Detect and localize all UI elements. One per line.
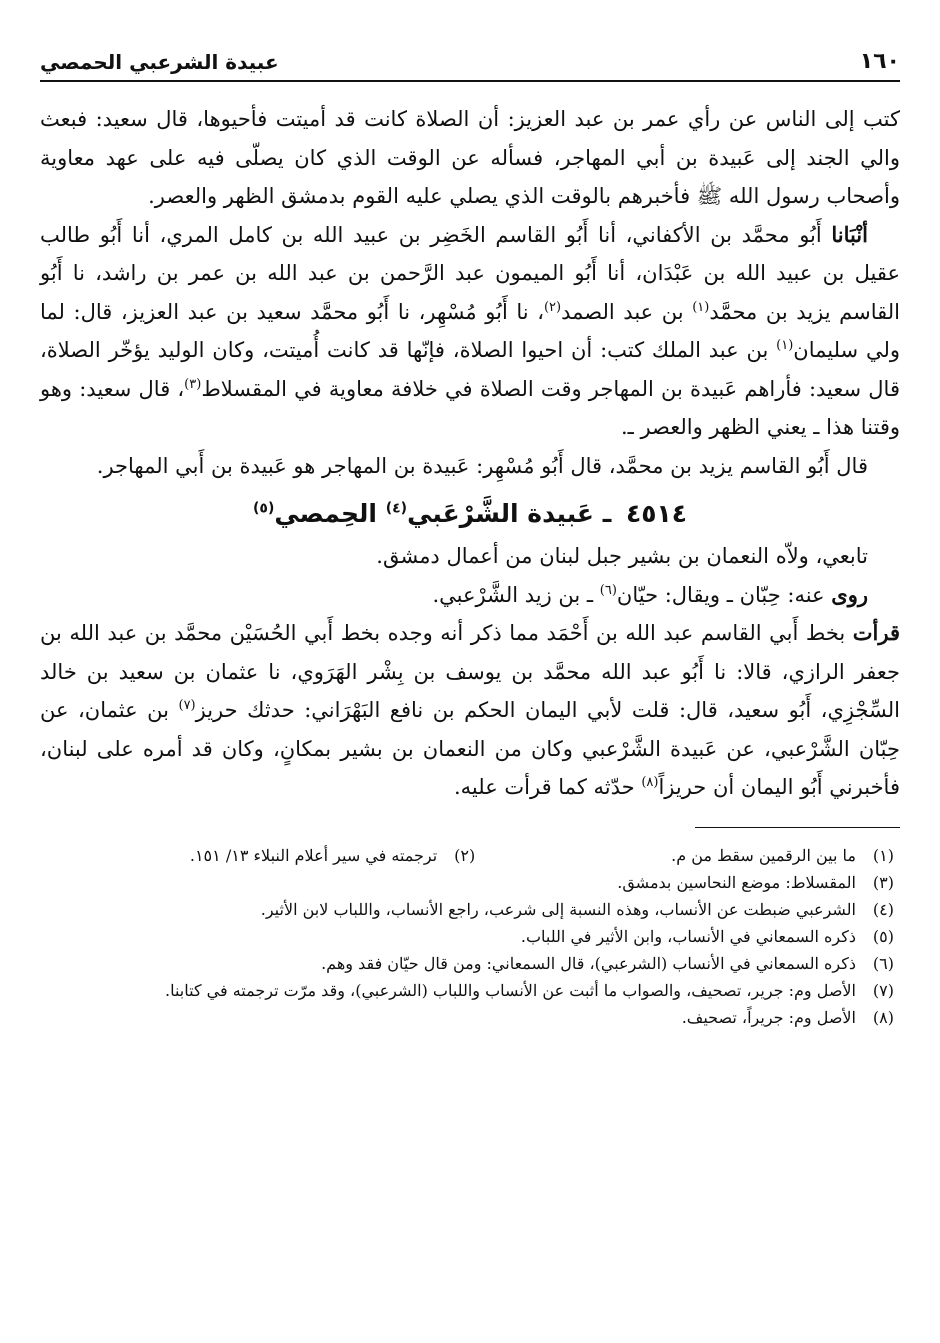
footnote-number: (٨) xyxy=(872,1007,894,1027)
page-number: ١٦٠ xyxy=(859,49,900,74)
footnote-ref-8[interactable]: (٨) xyxy=(641,775,659,790)
footnote-text: الأصل وم: جرير، تصحيف، والصواب ما أثبت عن الأنساب واللباب (الشرعبي)، وقد مرّت ترجمته في كتابنا. xyxy=(165,980,856,1000)
qarat-text-b: بن عثمان، عن حِبّان الشَّرْعبي، عن عَبيدة الشَّرْعبي وكان من النعمان بن بشير بمكانٍ، وكان قد أمره على لبنان، فأخبرني أَبُو اليمان أن حريزاً xyxy=(40,698,900,799)
qarat-text-c: حدّثه كما قرأت عليه. xyxy=(453,775,642,799)
footnote-number: (١) xyxy=(872,845,894,865)
isnad-text-d: بن عبد الملك كتب: أن احيوا الصلاة، فإنّها قد كانت أُميتت، وكان الوليد يؤخّر الصلاة، قال سعيد: فأراهم عَبيدة بن المهاجر وقت الصلاة في خلافة معاوية في المقسلاط xyxy=(40,338,900,401)
footnote-ref-1[interactable]: (١) xyxy=(692,299,710,315)
footnote-text: ترجمته في سير أعلام النبلاء ١٣/ ١٥١. xyxy=(189,845,438,865)
isnad-text-a: أَبُو محمَّد بن الأكفاني، أنا أَبُو القاسم الخَضِر بن عبيد الله بن كامل المري، أنا أَبُو طالب عقيل بن عبيد الله بن عَبْدَان، أنا أَبُو الميمون عبد الرَّحمن بن عبد الله بن عمر بن راشد، نا أَبُو القاسم يزيد بن محمَّد xyxy=(40,222,900,324)
entry-number: ٤٥١٤ xyxy=(625,499,688,528)
footnote-number: (٢) xyxy=(454,845,476,865)
footnote-3 xyxy=(40,869,900,896)
footnote-number: (٣) xyxy=(872,872,894,892)
footnote-text: ذكره السمعاني في الأنساب (الشرعبي)، قال السمعاني: ومن قال حيّان فقد وهم. xyxy=(321,953,856,973)
footnote-ref-5[interactable]: (٥) xyxy=(252,500,275,517)
qarat-paragraph xyxy=(40,614,900,807)
entry-name-a: ـ عَبيدة الشَّرْعَبي xyxy=(407,499,612,528)
footnote-ref-4[interactable]: (٤) xyxy=(385,500,408,517)
entry-heading xyxy=(40,493,900,535)
paragraph-continuation: كتب إلى الناس عن رأي عمر بن عبد العزيز: أن الصلاة كانت قد أميتت فأحيوها، قال سعيد: فبعث والي الجند إلى عَبيدة بن أبي المهاجر، فسأله عن الوقت الذي كان يصلّى فيه على عهد معاوية وأصحاب رسول الله ﷺ فأخبرهم بالوقت الذي يصلي عليه القوم بدمشق الظهر والعصر. xyxy=(40,107,900,208)
footnote-8 xyxy=(40,1004,900,1031)
footnote-text: ما بين الرقمين سقط من م. xyxy=(671,845,856,865)
isnad-text-e: ، قال سعيد: وهو وقتنا هذا ـ يعني الظهر والعصر ـ. xyxy=(40,376,900,439)
isnad-text-c: ، نا أَبُو مُسْهِر، نا أَبُو محمَّد سعيد بن عبد العزيز، قال: لما ولي سليمان xyxy=(40,299,900,362)
footnote-rule xyxy=(695,827,900,828)
page-header xyxy=(40,28,900,80)
footnote-ref-3[interactable]: (٣) xyxy=(184,376,202,392)
footnote-text: المقسلاط: موضع النحاسين بدمشق. xyxy=(617,872,856,892)
isnad-text-b: بن عبد الصمد xyxy=(561,299,693,324)
footnote-text: الأصل وم: جريراً، تصحيف. xyxy=(681,1007,856,1027)
footnote-6 xyxy=(40,950,900,977)
footnotes xyxy=(40,842,900,1031)
entry-intro: تابعي، ولاّه النعمان بن بشير جبل لبنان من أعمال دمشق. xyxy=(376,544,868,568)
isnad-paragraph xyxy=(40,216,900,447)
footnote-ref-7[interactable]: (٧) xyxy=(178,698,196,713)
entry-name-b: الحِمصي xyxy=(274,499,386,528)
book-page xyxy=(40,28,900,1318)
footnote-number: (٧) xyxy=(872,980,894,1000)
running-title: عبيدة الشرعبي الحمصي xyxy=(40,50,279,74)
paragraph-after-isnad: قال أَبُو القاسم يزيد بن محمَّد، قال أَبُو مُسْهِر: عَبيدة بن المهاجر هو عَبيدة بن أَبي المهاجر. xyxy=(96,453,868,478)
anbana-lead: أنْبَانا xyxy=(831,221,868,247)
footnote-text: ذكره السمعاني في الأنساب، وابن الأثير في اللباب. xyxy=(520,926,856,946)
footnote-1 xyxy=(481,842,900,869)
footnote-ref-6[interactable]: (٦) xyxy=(599,582,617,598)
qarat-lead: قرأت xyxy=(852,620,900,645)
rawa-text-a: عنه: حِبّان ـ ويقال: حيّان xyxy=(616,582,832,607)
footnote-number: (٥) xyxy=(872,926,894,946)
footnote-2 xyxy=(62,842,481,869)
footnote-number: (٦) xyxy=(872,953,894,973)
footnote-ref-2[interactable]: (٢) xyxy=(543,299,562,315)
rawa-text-b: ـ بن زيد الشَّرْعبي. xyxy=(432,582,600,607)
footnote-number: (٤) xyxy=(872,899,894,919)
header-rule xyxy=(40,80,900,82)
rawa-lead: روى xyxy=(831,581,868,607)
footnote-4 xyxy=(40,896,900,923)
qarat-text-a: بخط أَبي القاسم عبد الله بن أَحْمَد مما ذكر أنه وجده بخط أَبي الحُسَيْن محمَّد بن عبد الله بن جعفر الرازي، قالا: نا أَبُو عبد الله محمَّد بن يوسف بن بِشْر الهَرَوي، نا عثمان بن سعيد بن خالد السِّجْزِي، أَبُو سعيد، قال: قلت لأبي اليمان الحكم بن نافع البَهْرَاني: حدثك حريز xyxy=(40,621,900,722)
footnote-ref-1b[interactable]: (١) xyxy=(776,338,794,353)
footnote-text: الشرعبي ضبطت عن الأنساب، وهذه النسبة إلى شرعب، راجع الأنساب، واللباب لابن الأثير. xyxy=(260,899,856,919)
footnote-row xyxy=(40,842,900,869)
footnote-7 xyxy=(40,977,900,1004)
footnote-5 xyxy=(40,923,900,950)
rawa-paragraph xyxy=(40,576,900,615)
